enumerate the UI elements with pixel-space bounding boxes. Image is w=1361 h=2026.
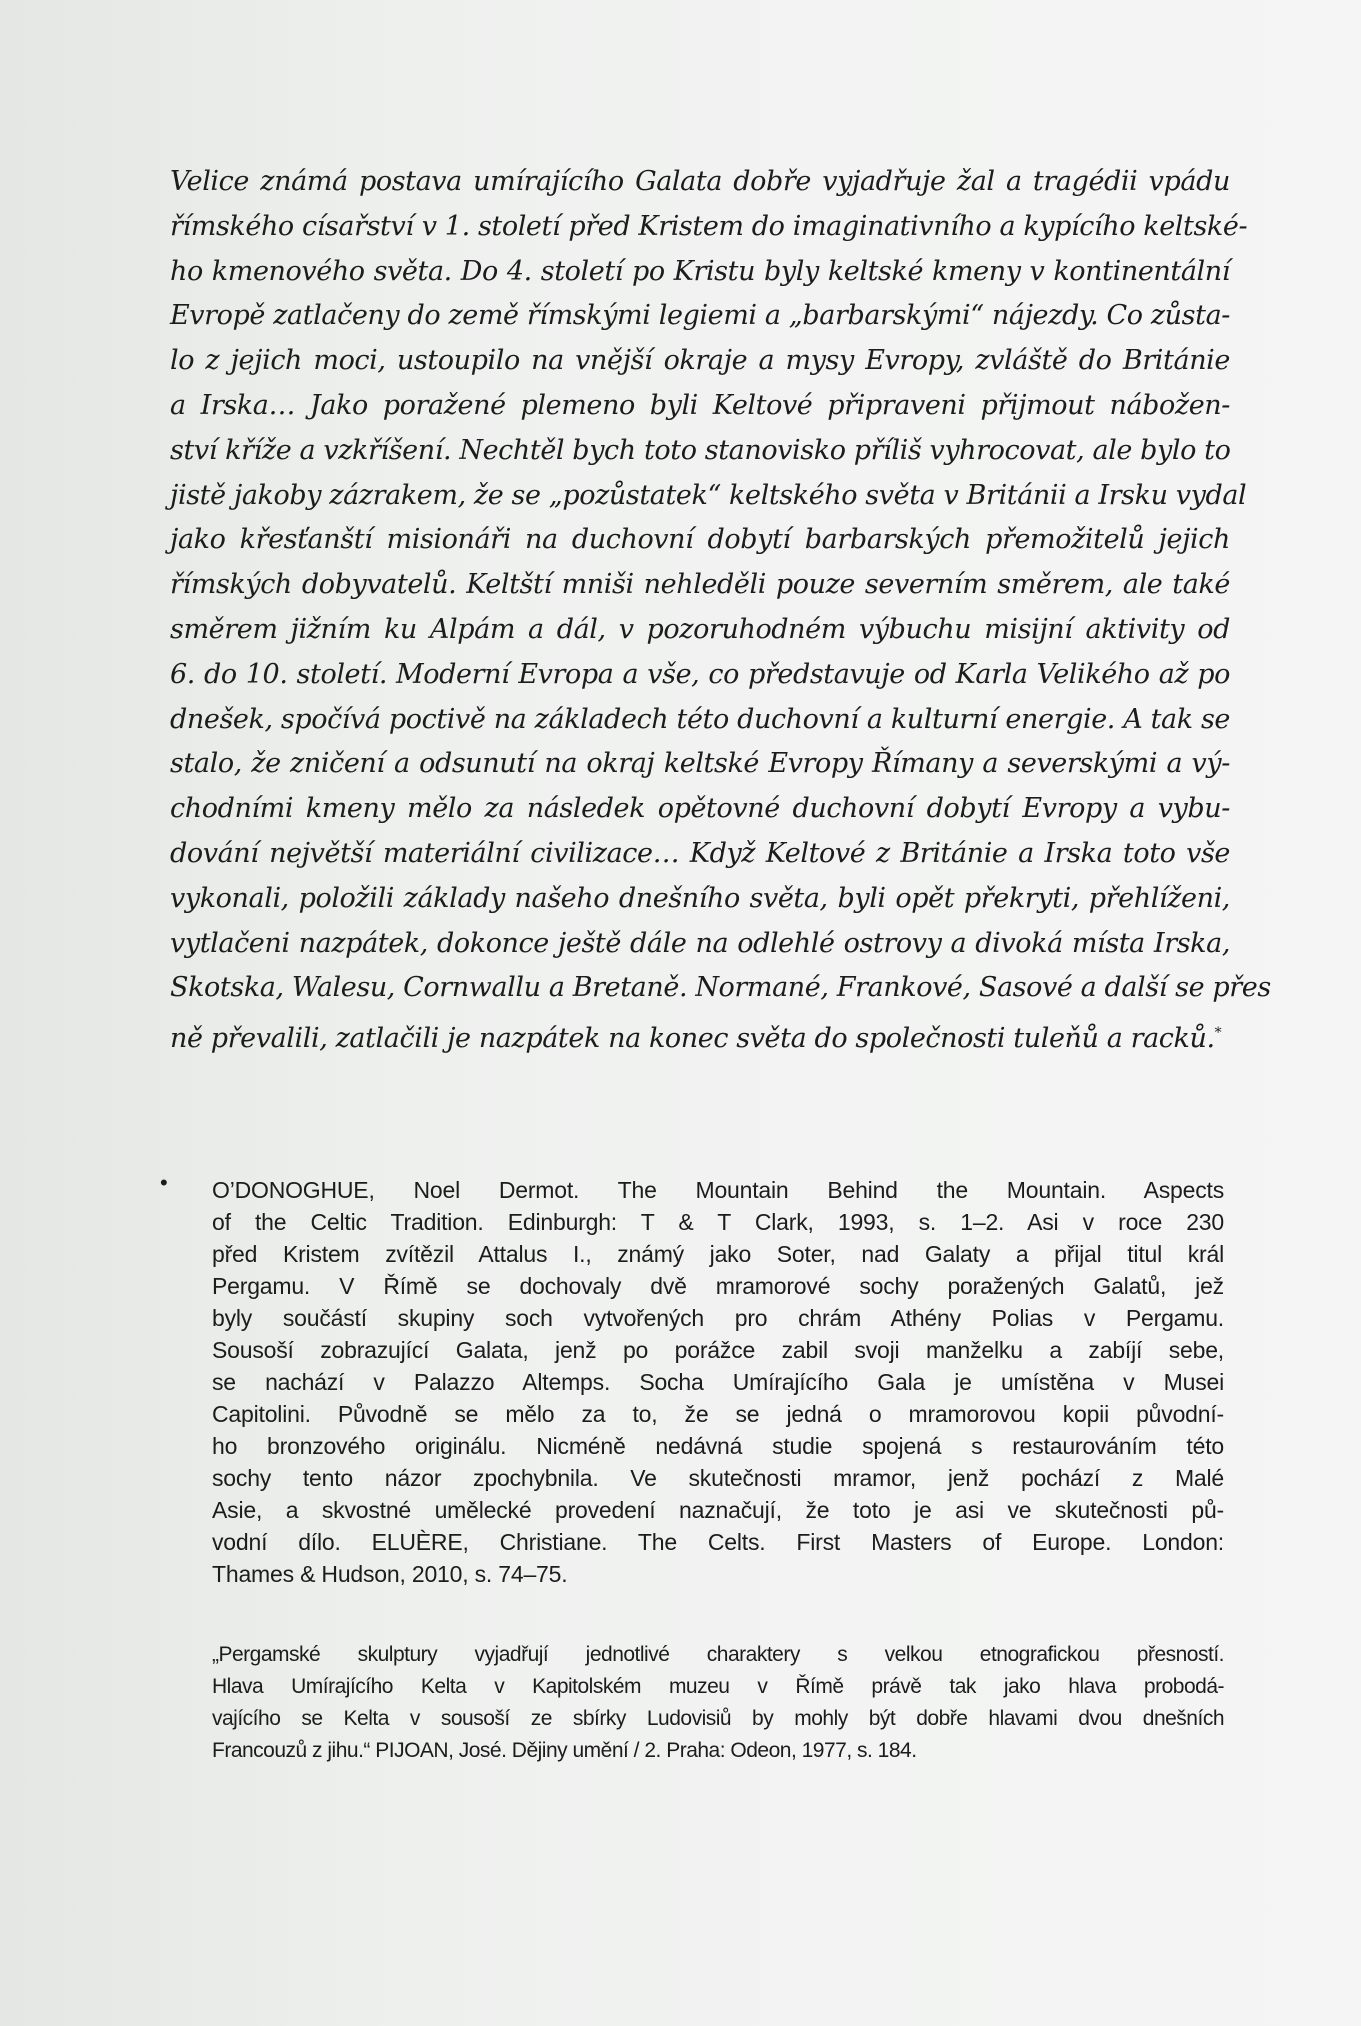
footnote-line: před Kristem zvítězil Attalus I., známý jako Soter, nad Galaty a přijal titul král (212, 1241, 1224, 1267)
quote-line: chodními kmeny mělo za následek opětovné duchovní dobytí Evropy a vybu- (170, 793, 1230, 825)
quote-line: dování největší materiální civilizace… Když Keltové z Británie a Irska toto vše (170, 837, 1230, 869)
quote-line: vykonali, položili základy našeho dnešního světa, byli opět překryti, přehlíženi, (170, 882, 1230, 914)
footnote-line: vodní dílo. ELUÈRE, Christiane. The Celts. First Masters of Europe. London: (212, 1529, 1224, 1555)
quote-line: Evropě zatlačeny do země římskými legiemi a „barbarskými“ nájezdy. Co zůsta- (170, 300, 1230, 332)
citation-block (212, 1639, 1224, 1767)
quote-line: římského císařství v 1. století před Kristem do imaginativního a kypícího keltské- (170, 210, 1248, 242)
footnote-line: O’DONOGHUE, Noel Dermot. The Mountain Behind the Mountain. Aspects (212, 1177, 1224, 1203)
quote-line: a Irska… Jako poražené plemeno byli Keltové připraveni přijmout nábožen- (170, 389, 1230, 421)
citation-line: „Pergamské skulptury vyjadřují jednotlivé charaktery s velkou etnografickou přesností. (212, 1643, 1224, 1666)
quote-line: Velice známá postava umírajícího Galata dobře vyjadřuje žal a tragédii vpádu (170, 166, 1230, 197)
quote-line: stalo, že zničení a odsunutí na okraj keltské Evropy Římany a severskými a vý- (170, 748, 1230, 780)
citation-line: Francouzů z jihu.“ PIJOAN, José. Dějiny umění / 2. Praha: Odeon, 1977, s. 184. (212, 1739, 917, 1762)
quote-line: římských dobyvatelů. Keltští mniši nehleděli pouze severním směrem, ale také (170, 569, 1230, 601)
footnote-bullet: • (160, 1170, 168, 1195)
footnote-line: Thames & Hudson, 2010, s. 74–75. (212, 1561, 568, 1587)
footnote-line: Capitolini. Původně se mělo za to, že se jedná o mramorovou kopii původní- (212, 1401, 1224, 1427)
quote-line: jako křesťanští misionáři na duchovní dobytí barbarských přemožitelů jejich (170, 524, 1230, 556)
quote-line: 6. do 10. století. Moderní Evropa a vše, co představuje od Karla Velikého až po (170, 658, 1230, 690)
footnote-line: of the Celtic Tradition. Edinburgh: T & T Clark, 1993, s. 1–2. Asi v roce 230 (212, 1209, 1224, 1235)
footnote-line: Asie, a skvostné umělecké provedení naznačují, že toto je asi ve skutečnosti pů- (212, 1497, 1224, 1523)
footnote-reference-marker[interactable]: * (1214, 1025, 1222, 1042)
quote-line-text: ně převalili, zatlačili je nazpátek na konec světa do společnosti tuleňů a racků. (170, 1023, 1215, 1055)
footnote-line: sochy tento názor zpochybnila. Ve skutečnosti mramor, jenž pochází z Malé (212, 1465, 1224, 1491)
quote-line: vytlačeni nazpátek, dokonce ještě dále na odlehlé ostrovy a divoká místa Irska, (170, 927, 1230, 959)
quote-line: ho kmenového světa. Do 4. století po Kristu byly keltské kmeny v kontinentální (170, 255, 1230, 287)
footnote-line: byly součástí skupiny soch vytvořených pro chrám Athény Polias v Pergamu. (212, 1305, 1224, 1331)
footnote-line: Sousoší zobrazující Galata, jenž po porážce zabil svoji manželku a zabíjí sebe, (212, 1337, 1224, 1363)
quote-last-line (170, 1011, 1230, 1056)
quote-line: ství kříže a vzkříšení. Nechtěl bych toto stanovisko příliš vyhrocovat, ale bylo to (170, 434, 1231, 466)
footnote-block (212, 1174, 1224, 1590)
quote-line: Skotska, Walesu, Cornwallu a Bretaně. Normané, Frankové, Sasové a další se přes (170, 972, 1271, 1004)
citation-line: Hlava Umírajícího Kelta v Kapitolském muzeu v Římě právě tak jako hlava probodá- (212, 1675, 1224, 1698)
quote-line: směrem jižním ku Alpám a dál, v pozoruhodném výbuchu misijní aktivity od (170, 613, 1230, 645)
citation-line: vajícího se Kelta v sousoší ze sbírky Ludovisiů by mohly být dobře hlavami dvou dnešních (212, 1707, 1224, 1730)
quote-line: lo z jejich moci, ustoupilo na vnější okraje a mysy Evropy, zvláště do Británie (170, 345, 1230, 377)
footnote-line: se nachází v Palazzo Altemps. Socha Umírajícího Gala je umístěna v Musei (212, 1369, 1224, 1395)
quote-line: dnešek, spočívá poctivě na základech této duchovní a kulturní energie. A tak se (170, 703, 1230, 735)
footnote-line: ho bronzového originálu. Nicméně nedávná studie spojená s restaurováním této (212, 1433, 1224, 1459)
quote-line: jistě jakoby zázrakem, že se „pozůstatek“ keltského světa v Británii a Irsku vydal (170, 479, 1247, 511)
italic-quote-block (170, 160, 1271, 1056)
footnote-line: Pergamu. V Římě se dochovaly dvě mramorové sochy poražených Galatů, jež (212, 1273, 1224, 1299)
